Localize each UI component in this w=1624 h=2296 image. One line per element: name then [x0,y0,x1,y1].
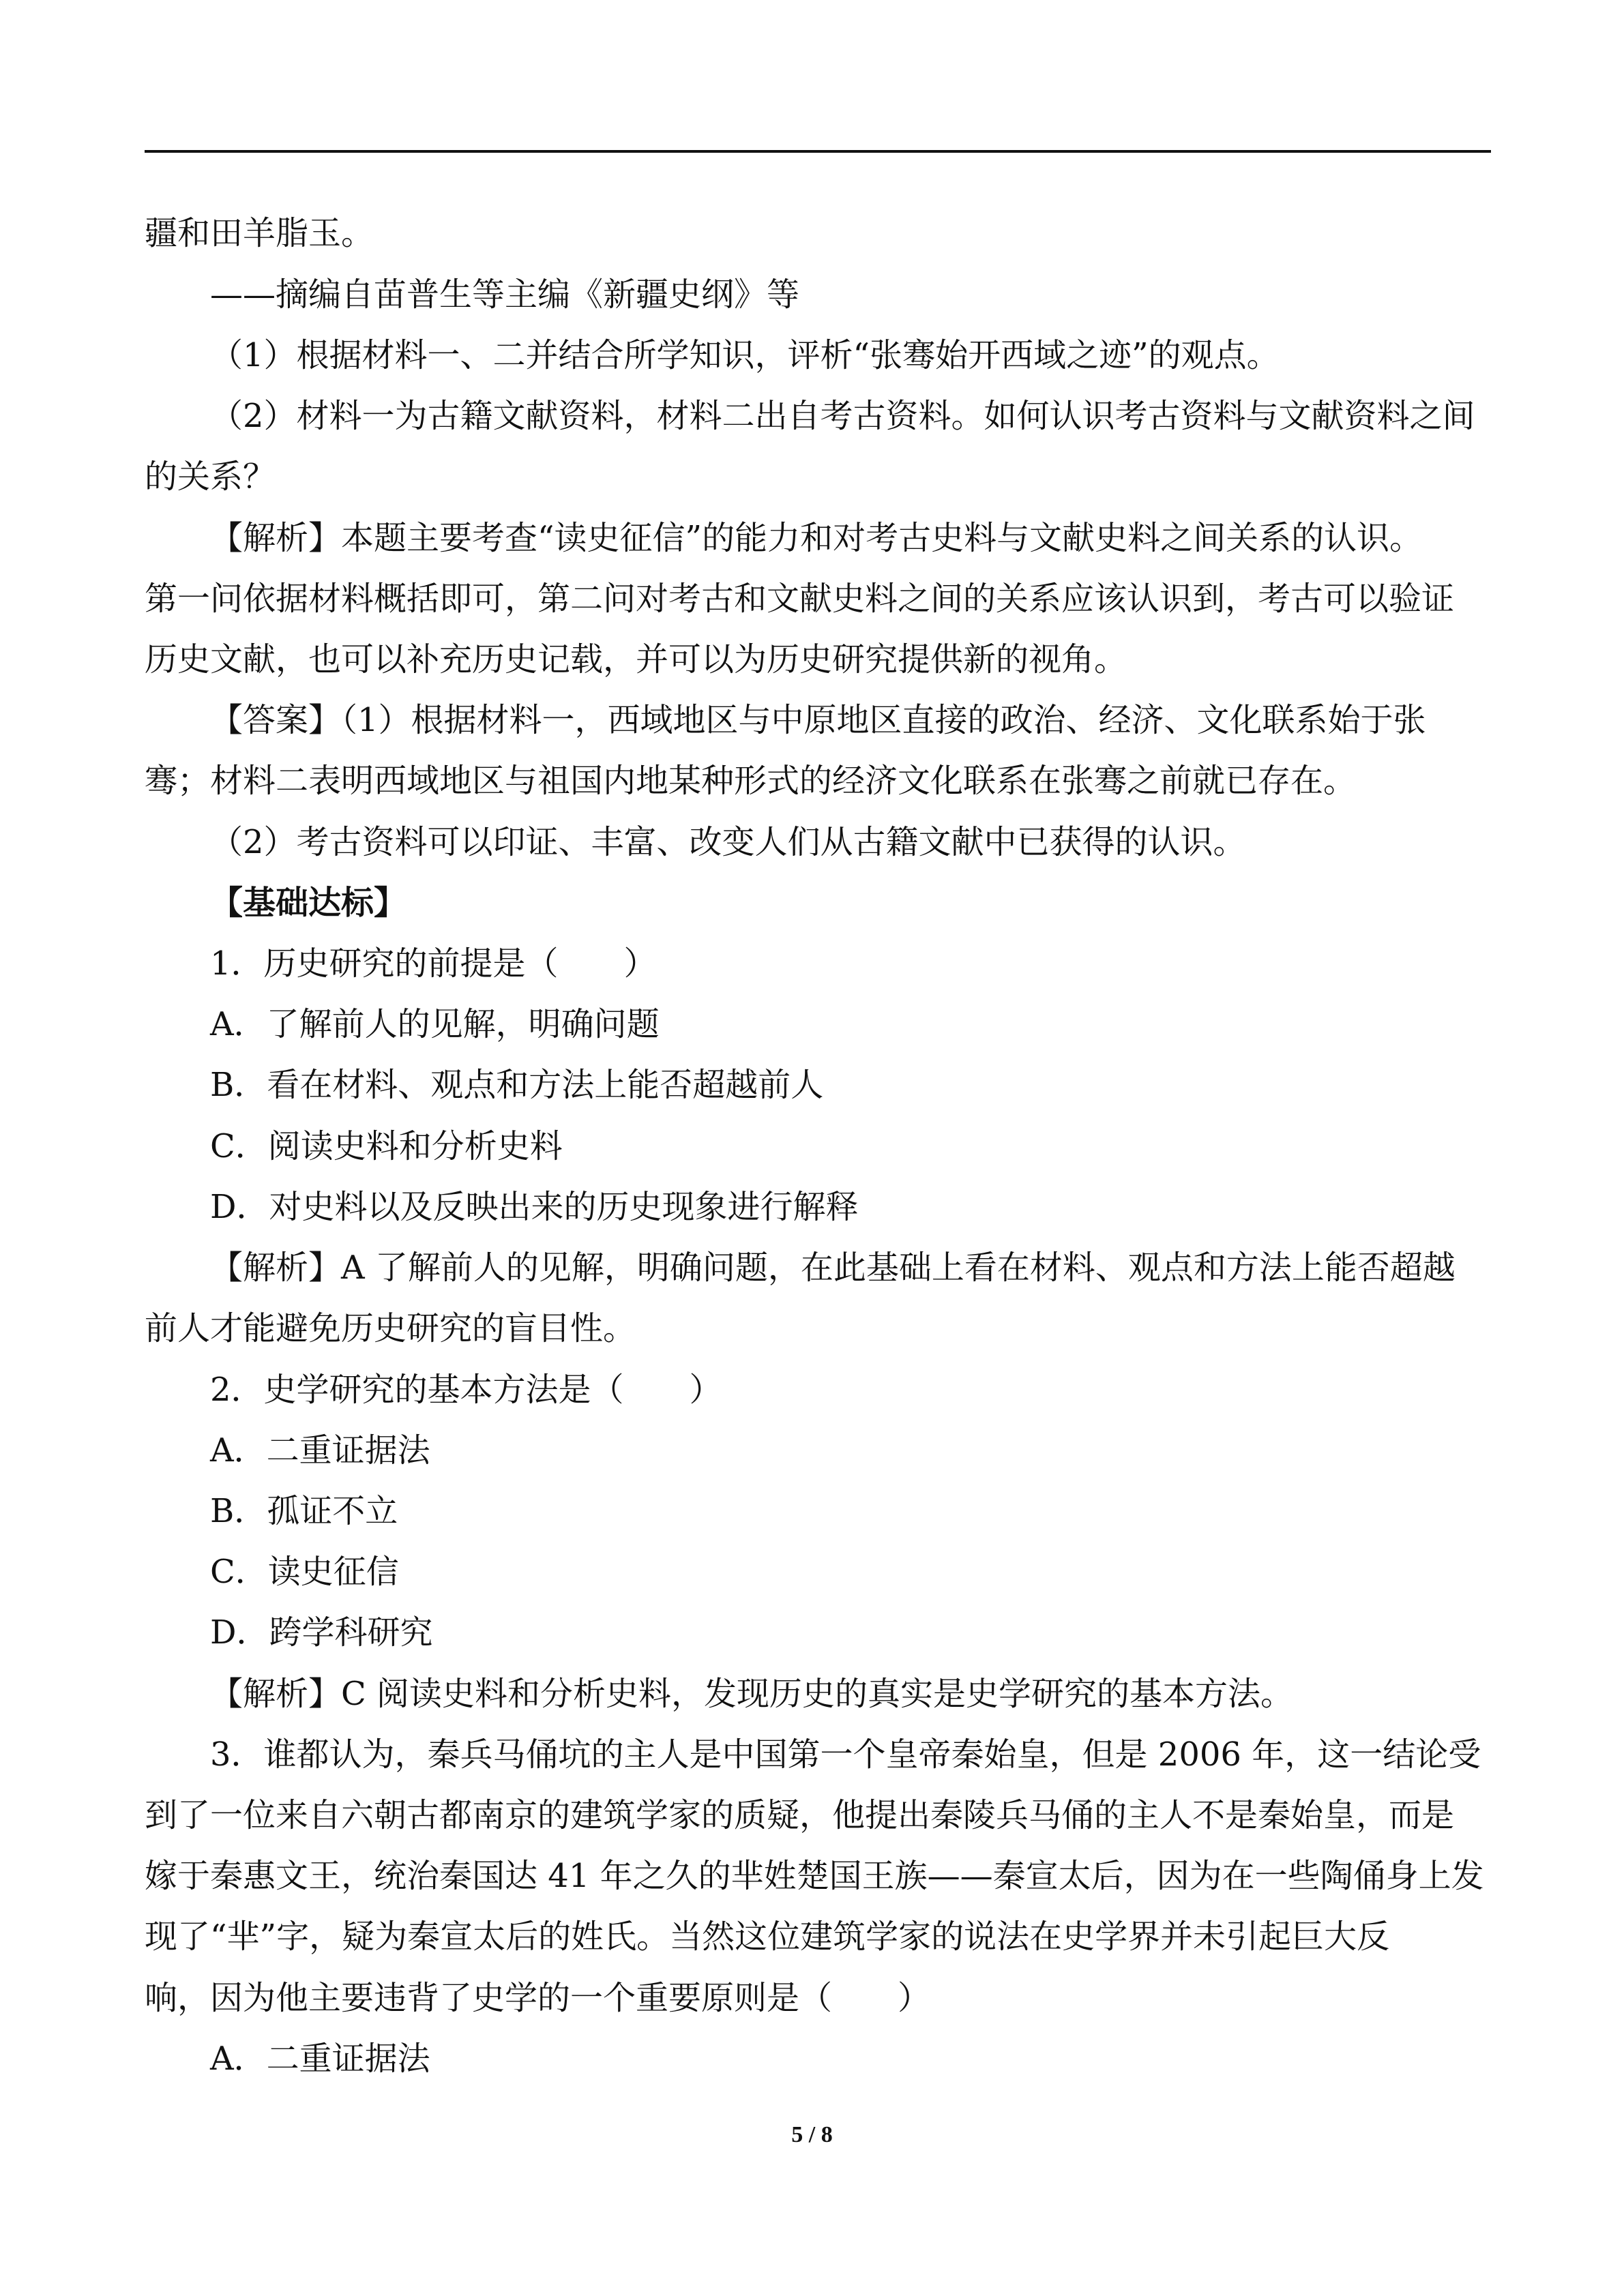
q1-option-c: C．阅读史料和分析史料 [210,1127,563,1165]
question-2-cont: 的关系？ [145,458,276,496]
q1-stem: 1．历史研究的前提是（ ） [210,944,657,983]
header-rule [145,150,1491,153]
analysis-line-1: 【解析】本题主要考查“读史征信”的能力和对考古史料与文献史料之间关系的认识。 [210,519,1423,557]
q2-stem: 2．史学研究的基本方法是（ ） [210,1371,722,1409]
q2-option-d: D．跨学科研究 [210,1613,433,1652]
q2-option-a: A．二重证据法 [210,1431,430,1470]
q2-option-b: B．孤证不立 [210,1492,398,1530]
q2-analysis: 【解析】C 阅读史料和分析史料，发现历史的真实是史学研究的基本方法。 [210,1675,1293,1713]
q3-stem-2: 到了一位来自六朝古都南京的建筑学家的质疑，他提出秦陵兵马俑的主人不是秦始皇，而是 [145,1796,1455,1834]
answer-line-3: （2）考古资料可以印证、丰富、改变人们从古籍文献中已获得的认识。 [210,823,1246,861]
q3-stem-1: 3．谁都认为，秦兵马俑坑的主人是中国第一个皇帝秦始皇，但是 2006 年，这一结论受 [210,1735,1481,1774]
question-2: （2）材料一为古籍文献资料，材料二出自考古资料。如何认识考古资料与文献资料之间 [210,397,1475,435]
section-heading: 【基础达标】 [210,884,407,922]
q3-stem-4: 现了“芈”字，疑为秦宣太后的姓氏。当然这位建筑学家的说法在史学界并未引起巨大反 [145,1918,1390,1956]
q1-option-a: A．了解前人的见解，明确问题 [210,1005,660,1043]
answer-line-2: 骞；材料二表明西域地区与祖国内地某种形式的经济文化联系在张骞之前就已存在。 [145,762,1357,800]
q1-analysis-2: 前人才能避免历史研究的盲目性。 [145,1309,636,1347]
answer-line-1: 【答案】（1）根据材料一，西域地区与中原地区直接的政治、经济、文化联系始于张 [210,701,1426,739]
question-1: （1）根据材料一、二并结合所学知识，评析“张骞始开西域之迹”的观点。 [210,336,1280,374]
page-number: 5 / 8 [791,2122,833,2147]
analysis-line-3: 历史文献，也可以补充历史记载，并可以为历史研究提供新的视角。 [145,640,1127,679]
source-citation: ——摘编自苗普生等主编《新疆史纲》等 [210,275,800,314]
analysis-line-2: 第一问依据材料概括即可，第二问对考古和文献史料之间的关系应该认识到，考古可以验证 [145,580,1455,618]
q1-option-d: D．对史料以及反映出来的历史现象进行解释 [210,1188,859,1226]
q3-stem-3: 嫁于秦惠文王，统治秦国达 41 年之久的芈姓楚国王族——秦宣太后，因为在一些陶俑身上发 [145,1857,1484,1895]
text-line-1: 疆和田羊脂玉。 [145,214,374,252]
q3-stem-5: 响，因为他主要违背了史学的一个重要原则是（ ） [145,1979,931,2017]
q1-analysis-1: 【解析】A 了解前人的见解，明确问题，在此基础上看在材料、观点和方法上能否超越 [210,1249,1456,1287]
q2-option-c: C．读史征信 [210,1553,399,1591]
q1-option-b: B．看在材料、观点和方法上能否超越前人 [210,1066,824,1104]
q3-option-a: A．二重证据法 [210,2040,430,2078]
